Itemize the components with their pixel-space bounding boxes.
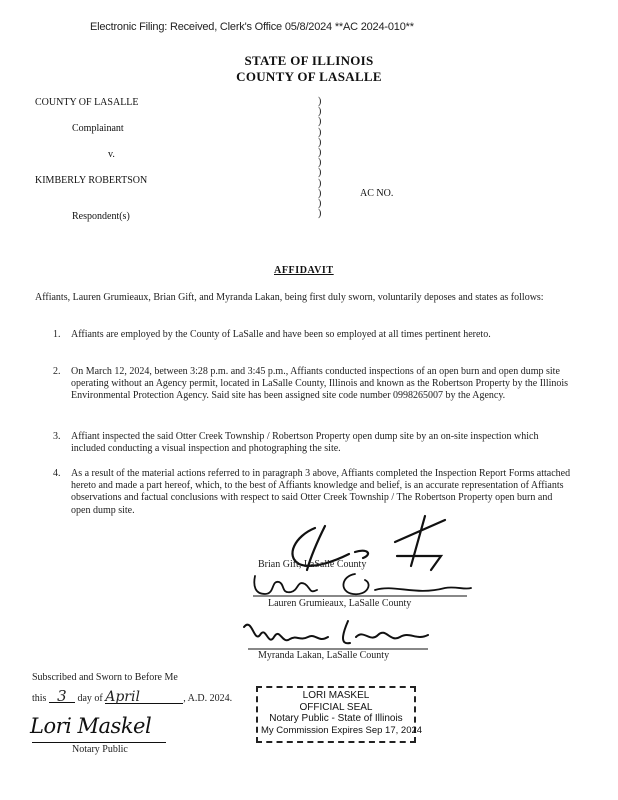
this-label: this — [32, 693, 47, 704]
para-3-text: Affiant inspected the said Otter Creek Township / Robertson Property open dump site by an on-site inspection which included conducting a visual inspection and photographing the site. — [71, 431, 539, 455]
seal-commission-expiry: My Commission Expires Sep 17, 2024 — [261, 724, 423, 736]
month-value: April — [105, 691, 183, 704]
respondent-party: KIMBERLY ROBERTSON — [35, 175, 148, 186]
state-title: STATE OF ILLINOIS — [244, 53, 374, 68]
notary-date-line — [32, 687, 233, 705]
para-2-number: 2. — [53, 366, 61, 377]
year-label: , A.D. 2024. — [183, 693, 233, 704]
para-1-text: Affiants are employed by the County of LaSalle and have been so employed at all times pertinent hereto. — [71, 329, 491, 340]
notary-public-label: Notary Public — [72, 744, 128, 755]
notary-signature: Lori Maskel — [30, 714, 152, 738]
respondent-role: Respondent(s) — [72, 211, 130, 222]
seal-title: OFFICIAL SEAL — [299, 701, 373, 713]
intro-paragraph — [35, 292, 563, 304]
seal-notary-state: Notary Public - State of Illinois — [269, 713, 403, 724]
affidavit-heading: AFFIDAVIT — [274, 265, 334, 276]
county-title: COUNTY OF LASALLE — [236, 69, 382, 84]
complainant-role: Complainant — [72, 123, 124, 134]
caption-bracket: ) ) ) ) ) ) ) ) ) ) ) ) — [318, 96, 322, 220]
para-1-number: 1. — [53, 329, 61, 340]
subscribed-line: Subscribed and Sworn to Before Me — [32, 672, 178, 683]
signatory-1-name: Brian Gift, LaSalle County — [258, 559, 367, 570]
para-4-number: 4. — [53, 468, 61, 479]
official-seal — [256, 686, 423, 743]
complainant-party: COUNTY OF LASALLE — [35, 97, 139, 108]
case-number-label: AC NO. — [360, 188, 394, 199]
para-4-text: As a result of the material actions referred to in paragraph 3 above, Affiants completed the Inspection Report Forms attached hereto and made a part hereof, which, to the best of Affiants knowledge and belief, is an accurate representation of Affiants observations and factual conclusions with respect to said Otter Creek Township / The Robertson Property open burn and open dump site. — [71, 468, 571, 516]
day-of-label: day of — [77, 693, 103, 704]
para-3-number: 3. — [53, 431, 61, 442]
intro-text: Affiants, Lauren Grumieaux, Brian Gift, and Myranda Lakan, being first duly sworn, voluntarily deposes and states as follows: — [35, 292, 544, 303]
filing-header: Electronic Filing: Received, Clerk's Office 05/8/2024 **AC 2024-010** — [90, 21, 414, 33]
signature-myranda-lakan — [238, 613, 438, 655]
notary-signature-line — [32, 742, 166, 743]
versus: v. — [108, 149, 115, 160]
signatory-3-name: Myranda Lakan, LaSalle County — [258, 650, 390, 661]
para-2-text: On March 12, 2024, between 3:28 p.m. and 3:45 p.m., Affiants conducted inspections of an open burn and open dump site operating without an Agency permit, located in LaSalle County, Illinois and known as the Robertson Property by the Illinois Environmental Protection Agency. Said site has been assigned site code number 0998265007 by the Agency. — [71, 366, 569, 402]
signatory-2-name: Lauren Grumieaux, LaSalle County — [268, 598, 412, 609]
day-value: 3 — [49, 690, 75, 703]
seal-name: LORI MASKEL — [302, 690, 370, 701]
